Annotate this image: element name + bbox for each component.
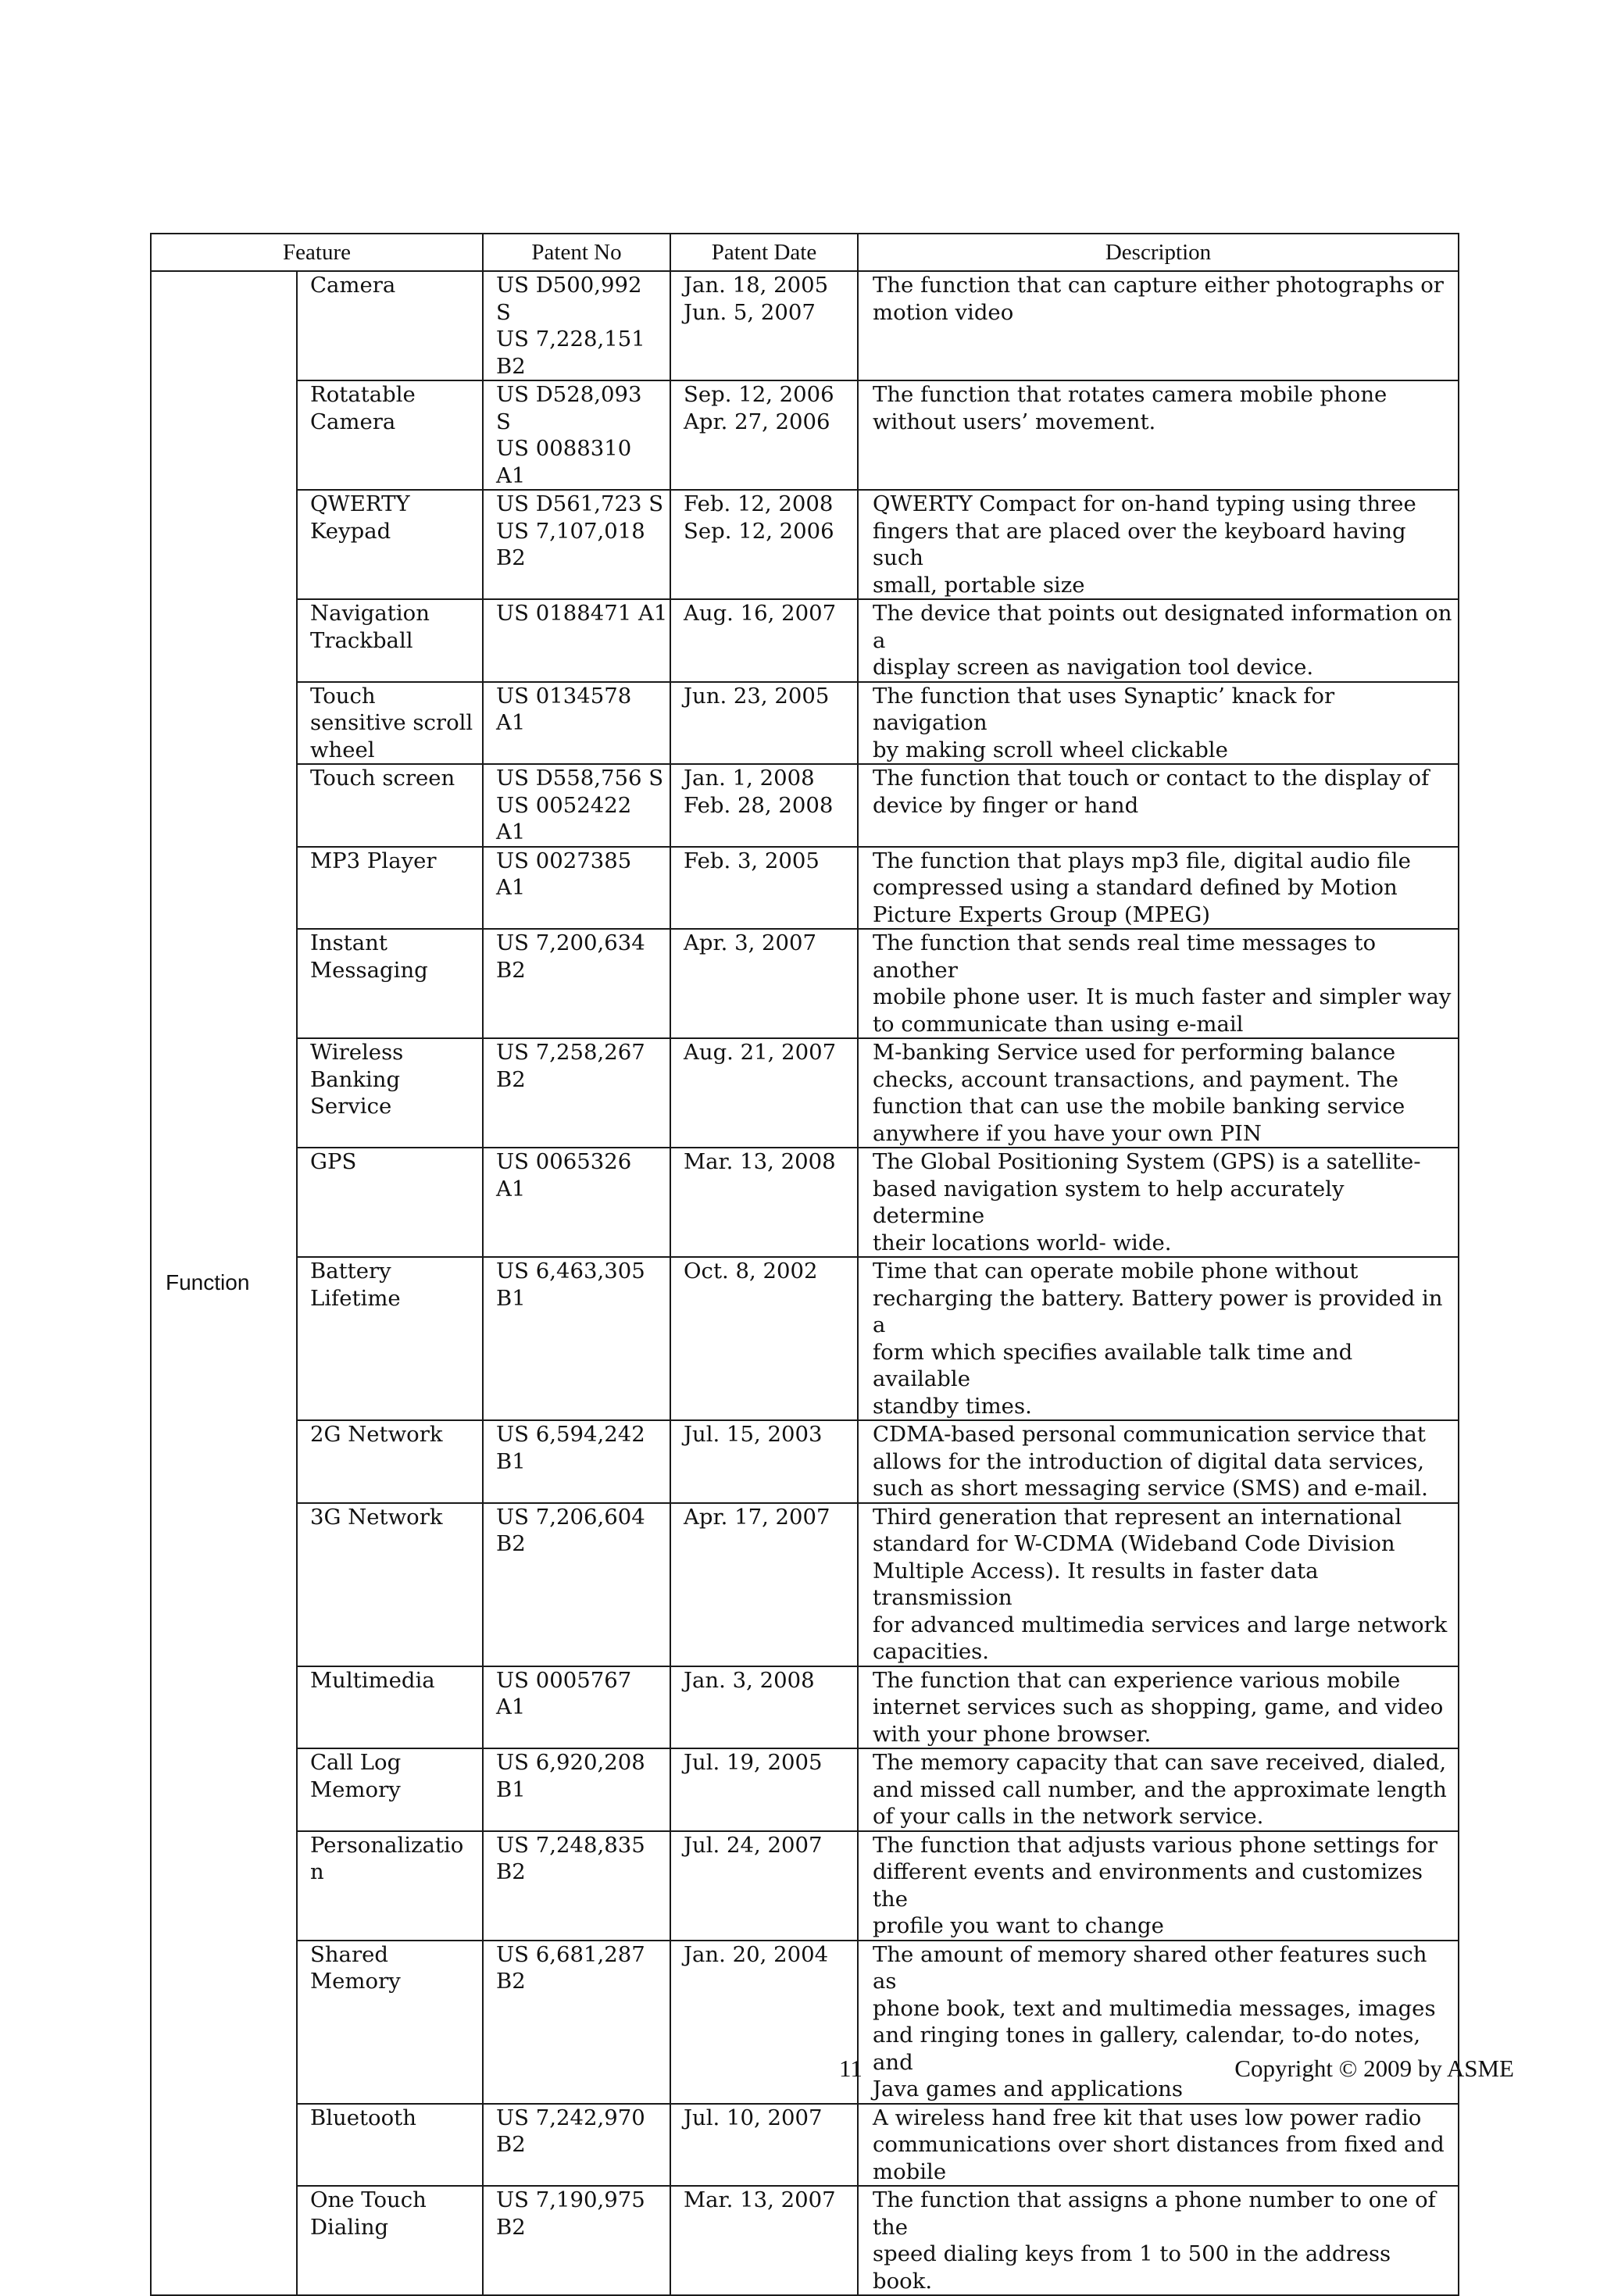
patent-no-cell-line: US 0088310 (496, 436, 632, 461)
feature-cell-line: GPS (310, 1149, 357, 1174)
description-cell-line: mobile (873, 2159, 947, 2184)
patent-no-cell (483, 1503, 670, 1666)
patent-no-cell-line: US 0134578 (496, 683, 632, 709)
description-cell (858, 490, 1459, 599)
patent-no-cell (483, 1257, 670, 1420)
patent-no-cell-line: A1 (496, 462, 526, 488)
patent-no-cell-line: US 0065326 (496, 1149, 632, 1174)
patent-date-cell (670, 1941, 858, 2104)
table-row (151, 764, 1459, 847)
feature-cell-line: Memory (310, 1776, 401, 1802)
patent-no-cell-line: A1 (496, 1694, 526, 1719)
patent-no-cell (483, 1748, 670, 1831)
description-cell (858, 929, 1459, 1038)
patent-date-cell-line: Jun. 23, 2005 (684, 683, 830, 709)
patent-no-cell-line: US D558,756 S (496, 766, 664, 791)
copyright-notice: Copyright © 2009 by ASME (1234, 2055, 1514, 2082)
description-cell-line: QWERTY Compact for on-hand typing using three (873, 491, 1416, 516)
description-cell-line: The function that plays mp3 file, digital audio file (873, 848, 1411, 873)
category-cell: Function (151, 271, 297, 2295)
description-cell (858, 764, 1459, 847)
feature-cell-line: Personalizatio (310, 1832, 464, 1858)
patent-date-cell (670, 380, 858, 490)
patent-no-cell-line: B2 (496, 957, 526, 983)
feature-cell-line: Rotatable (310, 382, 416, 407)
description-cell-line: internet services such as shopping, game, and video (873, 1694, 1444, 1719)
patent-no-cell (483, 764, 670, 847)
feature-cell (297, 1038, 483, 1148)
patent-no-cell (483, 2104, 670, 2187)
feature-cell (297, 1420, 483, 1503)
feature-cell (297, 1148, 483, 1257)
patent-no-cell-line: B2 (496, 1066, 526, 1092)
patent-no-cell (483, 271, 670, 380)
description-cell (858, 1420, 1459, 1503)
feature-cell (297, 1941, 483, 2104)
patent-no-cell-line: US 6,463,305 (496, 1259, 645, 1284)
description-cell-line: standby times. (873, 1393, 1032, 1419)
patent-no-cell-line: US 7,200,634 (496, 930, 645, 955)
patent-date-cell (670, 1831, 858, 1941)
description-cell (858, 1503, 1459, 1666)
patent-no-cell-line: US 0188471 A1 (496, 601, 668, 626)
feature-cell (297, 1503, 483, 1666)
feature-cell (297, 2104, 483, 2187)
patent-no-cell-line: B2 (496, 2132, 526, 2157)
patent-date-cell-line: Feb. 3, 2005 (684, 848, 820, 873)
feature-cell (297, 1257, 483, 1420)
description-cell-line: allows for the introduction of digital data services, (873, 1448, 1425, 1474)
feature-cell-line: Trackball (310, 627, 413, 653)
patent-date-cell-line: Sep. 12, 2006 (684, 518, 834, 544)
description-cell-line: of your calls in the network service. (873, 1804, 1264, 1829)
table-row (151, 929, 1459, 1038)
patent-no-cell-line: B1 (496, 1285, 526, 1311)
description-cell-line: without users’ movement. (873, 409, 1156, 434)
description-cell-line: anywhere if you have your own PIN (873, 1120, 1262, 1146)
table-row (151, 1420, 1459, 1503)
feature-cell-line: Lifetime (310, 1285, 401, 1311)
feature-cell (297, 1666, 483, 1749)
description-cell-line: based navigation system to help accurately determine (873, 1176, 1345, 1228)
description-cell-line: their locations world- wide. (873, 1230, 1172, 1255)
description-cell-line: communications over short distances from fixed and (873, 2132, 1445, 2157)
patent-no-cell-line: US 7,228,151 (496, 327, 645, 352)
description-cell-line: The Global Positioning System (GPS) is a satellite- (873, 1149, 1421, 1174)
description-cell-line: compressed using a standard defined by Motion (873, 875, 1398, 900)
description-cell-line: recharging the battery. Battery power is provided in a (873, 1285, 1443, 1337)
table-row (151, 271, 1459, 380)
description-cell-line: by making scroll wheel clickable (873, 737, 1228, 762)
feature-cell-line: Dialing (310, 2214, 389, 2240)
patent-date-cell (670, 1148, 858, 1257)
description-cell (858, 599, 1459, 682)
description-cell (858, 2104, 1459, 2187)
table-row (151, 1038, 1459, 1148)
table-row (151, 847, 1459, 930)
description-cell (858, 682, 1459, 765)
table-row (151, 1257, 1459, 1420)
table-row (151, 2104, 1459, 2187)
description-cell-line: A wireless hand free kit that uses low power radio (873, 2105, 1422, 2130)
feature-cell-line: Battery (310, 1259, 391, 1284)
patent-no-cell-line: A1 (496, 710, 526, 735)
patent-no-cell-line: US 7,206,604 (496, 1504, 645, 1530)
description-cell (858, 271, 1459, 380)
patent-no-cell (483, 1831, 670, 1941)
patent-date-cell-line: Oct. 8, 2002 (684, 1259, 818, 1284)
description-cell-line: The function that can experience various mobile (873, 1667, 1401, 1693)
patent-date-cell-line: Apr. 17, 2007 (684, 1504, 830, 1530)
description-cell-line: standard for W-CDMA (Wideband Code Division (873, 1531, 1395, 1556)
table-row (151, 1666, 1459, 1749)
description-cell-line: small, portable size (873, 572, 1085, 598)
patent-no-cell (483, 490, 670, 599)
patent-date-cell-line: Jun. 5, 2007 (684, 299, 816, 325)
description-cell-line: The function that rotates camera mobile phone (873, 382, 1388, 407)
feature-cell-line: Memory (310, 1969, 401, 1994)
table-row (151, 2186, 1459, 2295)
patent-no-cell (483, 2186, 670, 2295)
feature-cell-line: Wireless (310, 1040, 404, 1065)
description-cell (858, 1831, 1459, 1941)
feature-cell-line: n (310, 1859, 324, 1884)
description-cell-line: The device that points out designated information on a (873, 601, 1452, 653)
patent-no-cell-line: US 6,594,242 (496, 1422, 645, 1447)
patent-date-cell-line: Aug. 21, 2007 (684, 1040, 837, 1065)
patent-date-cell-line: Apr. 27, 2006 (684, 409, 830, 434)
description-cell-line: The function that sends real time messages to another (873, 930, 1377, 983)
header-description: Description (858, 234, 1459, 271)
description-cell-line: different events and environments and customizes the (873, 1859, 1423, 1912)
patent-no-cell-line: A1 (496, 875, 526, 900)
feature-cell-line: Service (310, 1094, 392, 1119)
patent-date-cell (670, 599, 858, 682)
feature-cell-line: Navigation (310, 601, 430, 626)
feature-cell (297, 1748, 483, 1831)
description-cell-line: phone book, text and multimedia messages, images (873, 1995, 1436, 2021)
patent-date-cell (670, 1748, 858, 1831)
patent-date-cell-line: Mar. 13, 2008 (684, 1149, 836, 1174)
page-number: 11 (839, 2055, 862, 2082)
patent-date-cell-line: Jan. 20, 2004 (684, 1941, 829, 1967)
description-cell-line: for advanced multimedia services and large network (873, 1612, 1448, 1637)
patent-no-cell (483, 847, 670, 930)
patent-no-cell-line: US D500,992 (496, 273, 642, 298)
feature-cell-line: Camera (310, 273, 396, 298)
patent-date-cell (670, 682, 858, 765)
patent-no-cell-line: US 6,681,287 (496, 1941, 645, 1967)
description-cell (858, 1038, 1459, 1148)
description-cell-line: The amount of memory shared other features such as (873, 1941, 1427, 1994)
patent-no-cell-line: B2 (496, 545, 526, 570)
header-patent-no: Patent No (483, 234, 670, 271)
description-cell-line: form which specifies available talk time and available (873, 1339, 1353, 1391)
patent-no-cell (483, 1038, 670, 1148)
patent-no-cell-line: US 7,107,018 (496, 518, 645, 544)
description-cell-line: checks, account transactions, and payment. The (873, 1066, 1398, 1092)
patent-date-cell-line: Jan. 3, 2008 (684, 1667, 815, 1693)
description-cell-line: The function that can capture either photographs or (873, 273, 1444, 298)
patent-date-cell (670, 1666, 858, 1749)
patent-no-cell-line: US 6,920,208 (496, 1750, 645, 1775)
patent-feature-table (150, 233, 1459, 2296)
description-cell-line: The memory capacity that can save received, dialed, (873, 1750, 1447, 1775)
feature-cell-line: wheel (310, 737, 375, 762)
description-cell-line: motion video (873, 299, 1014, 325)
patent-no-cell-line: US D561,723 S (496, 491, 664, 516)
patent-date-cell (670, 1420, 858, 1503)
description-cell-line: device by finger or hand (873, 792, 1139, 818)
description-cell-line: such as short messaging service (SMS) and e-mail. (873, 1476, 1428, 1501)
description-cell (858, 1748, 1459, 1831)
feature-cell (297, 764, 483, 847)
feature-cell-line: Call Log (310, 1750, 402, 1775)
table-row (151, 1748, 1459, 1831)
table-row (151, 682, 1459, 765)
feature-cell-line: QWERTY (310, 491, 410, 516)
description-cell-line: capacities. (873, 1639, 989, 1664)
patent-no-cell (483, 1666, 670, 1749)
feature-cell-line: sensitive scroll (310, 710, 473, 735)
patent-no-cell-line: US 7,248,835 (496, 1832, 645, 1858)
patent-date-cell-line: Jan. 18, 2005 (684, 273, 829, 298)
feature-cell (297, 1831, 483, 1941)
patent-date-cell (670, 929, 858, 1038)
feature-cell-line: 2G Network (310, 1422, 443, 1447)
header-feature: Feature (151, 234, 483, 271)
description-cell-line: function that can use the mobile banking service (873, 1094, 1405, 1119)
description-cell-line: Time that can operate mobile phone without (873, 1259, 1359, 1284)
feature-cell (297, 490, 483, 599)
description-cell-line: and ringing tones in gallery, calendar, to-do notes, and (873, 2023, 1421, 2075)
patent-date-cell (670, 1038, 858, 1148)
patent-no-cell-line: US D528,093 (496, 382, 642, 407)
feature-cell-line: Touch screen (310, 766, 455, 791)
patent-no-cell (483, 1148, 670, 1257)
patent-no-cell-line: US 7,242,970 (496, 2105, 645, 2130)
header-patent-date: Patent Date (670, 234, 858, 271)
feature-cell-line: Multimedia (310, 1667, 435, 1693)
patent-date-cell-line: Aug. 16, 2007 (684, 601, 837, 626)
patent-no-cell-line: B2 (496, 353, 526, 379)
feature-cell-line: Camera (310, 409, 396, 434)
patent-date-cell-line: Jul. 19, 2005 (684, 1750, 823, 1775)
feature-cell-line: One Touch (310, 2187, 427, 2212)
patent-no-cell-line: S (496, 409, 511, 434)
patent-no-cell (483, 929, 670, 1038)
feature-cell (297, 380, 483, 490)
description-cell (858, 380, 1459, 490)
description-cell-line: display screen as navigation tool device. (873, 655, 1314, 680)
patent-no-cell-line: US 7,258,267 (496, 1040, 645, 1065)
description-cell (858, 1148, 1459, 1257)
description-cell-line: Java games and applications (873, 2076, 1183, 2101)
patent-date-cell-line: Jan. 1, 2008 (684, 766, 815, 791)
patent-no-cell-line: B2 (496, 2214, 526, 2240)
feature-cell-line: Shared (310, 1941, 388, 1967)
patent-no-cell-line: US 0052422 (496, 792, 632, 818)
table-row (151, 1831, 1459, 1941)
patent-date-cell (670, 2104, 858, 2187)
description-cell (858, 2186, 1459, 2295)
description-cell-line: profile you want to change (873, 1913, 1164, 1938)
patent-no-cell-line: US 7,190,975 (496, 2187, 645, 2212)
feature-cell (297, 271, 483, 380)
description-cell-line: and missed call number, and the approximate length (873, 1776, 1447, 1802)
feature-cell (297, 847, 483, 930)
table-row (151, 599, 1459, 682)
patent-date-cell (670, 490, 858, 599)
patent-date-cell-line: Mar. 13, 2007 (684, 2187, 836, 2212)
patent-date-cell-line: Jul. 24, 2007 (684, 1832, 823, 1858)
feature-cell-line: Instant (310, 930, 388, 955)
description-cell-line: CDMA-based personal communication service that (873, 1422, 1426, 1447)
patent-date-cell-line: Jul. 15, 2003 (684, 1422, 823, 1447)
table-row (151, 1148, 1459, 1257)
patent-date-cell (670, 1257, 858, 1420)
patent-no-cell (483, 682, 670, 765)
patent-date-cell (670, 847, 858, 930)
patent-date-cell-line: Feb. 28, 2008 (684, 792, 834, 818)
table-header-row (151, 234, 1459, 271)
patent-date-cell (670, 1503, 858, 1666)
description-cell-line: The function that assigns a phone number to one of the (873, 2187, 1436, 2240)
patent-date-cell-line: Apr. 3, 2007 (684, 930, 817, 955)
description-cell-line: speed dialing keys from 1 to 500 in the address book. (873, 2241, 1391, 2294)
feature-cell-line: MP3 Player (310, 848, 437, 873)
description-cell (858, 847, 1459, 930)
description-cell-line: Multiple Access). It results in faster data transmission (873, 1558, 1319, 1610)
patent-no-cell-line: S (496, 299, 511, 325)
table-row (151, 490, 1459, 599)
patent-no-cell-line: B2 (496, 1531, 526, 1556)
patent-no-cell-line: A1 (496, 1176, 526, 1202)
feature-cell (297, 929, 483, 1038)
feature-cell-line: Banking (310, 1066, 401, 1092)
feature-cell-line: Touch (310, 683, 376, 709)
patent-date-cell (670, 2186, 858, 2295)
patent-no-cell-line: B1 (496, 1448, 526, 1474)
feature-cell-line: 3G Network (310, 1504, 443, 1530)
patent-no-cell-line: US 0005767 (496, 1667, 632, 1693)
patent-no-cell-line: B1 (496, 1776, 526, 1802)
table-body (151, 271, 1459, 2295)
patent-date-cell-line: Jul. 10, 2007 (684, 2105, 823, 2130)
patent-no-cell-line: B2 (496, 1859, 526, 1884)
description-cell-line: The function that touch or contact to the display of (873, 766, 1430, 791)
description-cell (858, 1666, 1459, 1749)
description-cell-line: fingers that are placed over the keyboard having such (873, 518, 1406, 570)
description-cell-line: Third generation that represent an international (873, 1504, 1402, 1530)
patent-date-cell (670, 271, 858, 380)
feature-cell (297, 682, 483, 765)
description-cell-line: Picture Experts Group (MPEG) (873, 902, 1211, 927)
description-cell-line: The function that adjusts various phone settings for (873, 1832, 1438, 1858)
patent-date-cell (670, 764, 858, 847)
patent-date-cell-line: Sep. 12, 2006 (684, 382, 834, 407)
description-cell-line: M-banking Service used for performing balance (873, 1040, 1396, 1065)
description-cell-line: with your phone browser. (873, 1721, 1152, 1747)
feature-cell-line: Keypad (310, 518, 391, 544)
feature-cell (297, 2186, 483, 2295)
patent-no-cell-line: A1 (496, 819, 526, 844)
patent-no-cell (483, 1941, 670, 2104)
patent-no-cell (483, 1420, 670, 1503)
patent-no-cell (483, 599, 670, 682)
patent-no-cell-line: US 0027385 (496, 848, 632, 873)
table-row (151, 380, 1459, 490)
description-cell-line: to communicate than using e-mail (873, 1011, 1244, 1037)
patent-no-cell-line: B2 (496, 1969, 526, 1994)
description-cell-line: The function that uses Synaptic’ knack for navigation (873, 683, 1335, 735)
feature-cell-line: Messaging (310, 957, 428, 983)
patent-no-cell (483, 380, 670, 490)
patent-date-cell-line: Feb. 12, 2008 (684, 491, 834, 516)
description-cell-line: mobile phone user. It is much faster and simpler way (873, 984, 1452, 1009)
feature-cell-line: Bluetooth (310, 2105, 416, 2130)
table-row (151, 1503, 1459, 1666)
feature-cell (297, 599, 483, 682)
description-cell (858, 1257, 1459, 1420)
